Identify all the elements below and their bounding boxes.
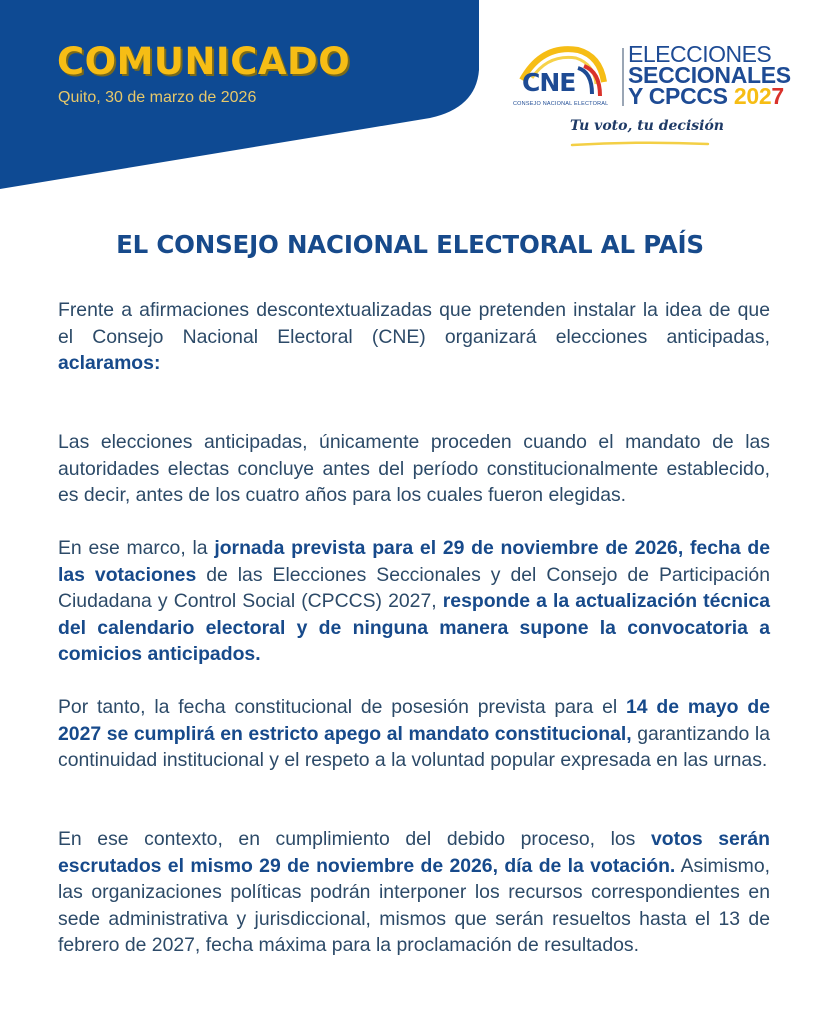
paragraph-4 [58, 694, 770, 774]
paragraph-4-text-b: garantizando la continuidad institucional y el respeto a la voluntad popular expresada en las urnas. [58, 722, 770, 771]
paragraph-3-text-b: de las Elecciones Seccionales y del Consejo de Participación Ciudadana y Control Social (CPCCS) 2027, [58, 563, 770, 612]
event-line-1: ELECCIONES [628, 41, 772, 67]
paragraph-3-bold-b: responde a la actualización técnica del calendario electoral y de ninguna manera supone la convocatoria a comicios anticipados. [58, 590, 770, 665]
slogan: Tu voto, tu decisión [570, 118, 724, 134]
paragraph-3-text-a: En ese marco, la [58, 537, 215, 559]
paragraph-4-text-a: Por tanto, la fecha constitucional de posesión prevista para el [58, 696, 626, 718]
paragraph-2 [58, 429, 770, 509]
event-year-part1: 20 [733, 83, 759, 109]
paragraph-1 [58, 297, 770, 377]
comunicado-title: COMUNICADO [57, 40, 351, 83]
paragraph-5-bold: votos serán escrutados el mismo 29 de noviembre de 2026, día de la votación. [58, 828, 770, 877]
logo-divider [622, 48, 624, 106]
paragraph-1-text: Frente a afirmaciones descontextualizadas que pretenden instalar la idea de que el Consejo Nacional Electoral (CNE) organizará elecciones anticipadas, [58, 299, 770, 348]
event-line-3-prefix: Y CPCCS [628, 83, 734, 109]
elections-event-title [628, 41, 791, 109]
cne-elections-logo [510, 40, 791, 155]
paragraph-3-bold-a: jornada prevista para el 29 de noviembre de 2026, fecha de las votaciones [58, 537, 770, 586]
paragraph-5-text-a: En ese contexto, en cumplimiento del debido proceso, los [58, 828, 651, 850]
document-title: EL CONSEJO NACIONAL ELECTORAL AL PAÍS [116, 230, 704, 259]
event-year-part2: 2 [758, 83, 772, 109]
event-line-2: SECCIONALES [628, 62, 791, 88]
paragraph-3 [58, 535, 770, 668]
paragraph-2-text: Las elecciones anticipadas, únicamente proceden cuando el mandato de las autoridades electas concluye antes del período constitucionalmente establecido, es decir, antes de los cuatro años para los cuales fueron elegidas. [58, 431, 770, 506]
slogan-underline-stroke [570, 140, 710, 148]
cne-full-name: CONSEJO NACIONAL ELECTORAL [513, 101, 609, 107]
date-location: Quito, 30 de marzo de 2026 [58, 89, 257, 106]
event-line-3 [628, 83, 791, 109]
paragraph-1-bold: aclaramos: [58, 352, 161, 374]
cne-logo-letters: CNE [522, 68, 576, 97]
paragraph-5-text-b: Asimismo, las organizaciones políticas podrán interponer los recursos correspondientes en sede administrativa y jurisdiccional, mismos que serán resueltos hasta el 13 de febrero de 2027, fecha máxima para la proclamación de resultados. [58, 854, 771, 956]
paragraph-4-bold: 14 de mayo de 2027 se cumplirá en estricto apego al mandato constitucional, [58, 696, 770, 745]
paragraph-5 [58, 826, 770, 959]
event-year-part3: 7 [771, 83, 784, 109]
